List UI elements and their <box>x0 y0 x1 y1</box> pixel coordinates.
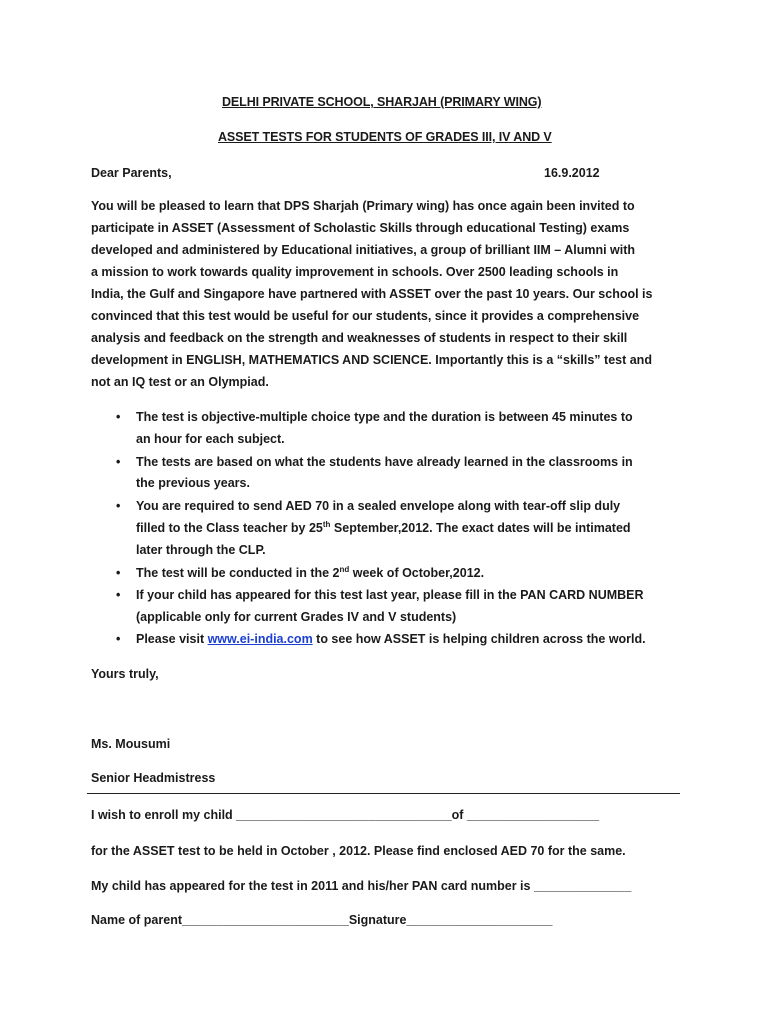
bullet-item-text: You are required to send AED 70 in a sealed envelope along with tear-off slip duly <box>136 499 621 513</box>
parent-signature-line: Name of parent________________________Signature_____________________ <box>91 913 553 927</box>
signatory-title: Senior Headmistress <box>91 771 216 785</box>
paragraph-line: convinced that this test would be useful for our students, since it provides a comprehensive <box>91 309 640 323</box>
paragraph-line: developed and administered by Educational initiatives, a group of brilliant IIM – Alumni with <box>91 243 636 257</box>
pan-card-line: My child has appeared for the test in 2011 and his/her PAN card number is ______________ <box>91 879 632 893</box>
bullet-item-text: the previous years. <box>136 476 250 490</box>
bullet-item-text: an hour for each subject. <box>136 432 285 446</box>
bullet-item-text: (applicable only for current Grades IV and V students) <box>136 610 457 624</box>
paragraph-line: a mission to work towards quality improvement in schools. Over 2500 leading schools in <box>91 265 619 279</box>
paragraph-line: participate in ASSET (Assessment of Scholastic Skills through educational Testing) exams <box>91 221 630 235</box>
paragraph-line: analysis and feedback on the strength and weaknesses of students in respect to their skill <box>91 331 628 345</box>
paragraph-line: You will be pleased to learn that DPS Sharjah (Primary wing) has once again been invited to <box>91 199 635 213</box>
bullet-item-text <box>136 632 646 646</box>
bullet-text-part: September,2012. The exact dates will be intimated <box>330 521 631 535</box>
bullet-text-part: filled to the Class teacher by 25 <box>136 521 323 535</box>
bullet-icon: • <box>116 499 121 513</box>
bullet-item-text: The test is objective-multiple choice type and the duration is between 45 minutes to <box>136 410 633 424</box>
bullet-item-text <box>136 566 484 580</box>
paragraph-line: development in ENGLISH, MATHEMATICS AND SCIENCE. Importantly this is a “skills” test and <box>91 353 652 367</box>
bullet-item-text: The tests are based on what the students have already learned in the classrooms in <box>136 455 633 469</box>
test-held-line: for the ASSET test to be held in October , 2012. Please find enclosed AED 70 for the same. <box>91 844 626 858</box>
bullet-text-part: to see how ASSET is helping children across the world. <box>312 632 646 646</box>
salutation: Dear Parents, <box>91 166 172 180</box>
bullet-item-text <box>136 521 631 535</box>
bullet-icon: • <box>116 455 121 469</box>
ei-india-link[interactable]: www.ei-india.com <box>207 632 313 646</box>
bullet-text-part: week of October,2012. <box>349 566 485 580</box>
bullet-text-part: Please visit <box>136 632 208 646</box>
paragraph-line: not an IQ test or an Olympiad. <box>91 375 269 389</box>
school-name-heading: DELHI PRIVATE SCHOOL, SHARJAH (PRIMARY WING) <box>222 95 542 109</box>
ordinal-suffix: nd <box>339 565 350 574</box>
ordinal-suffix: th <box>322 520 331 529</box>
bullet-icon: • <box>116 588 121 602</box>
paragraph-line: India, the Gulf and Singapore have partnered with ASSET over the past 10 years. Our school is <box>91 287 653 301</box>
letter-date: 16.9.2012 <box>544 166 600 180</box>
closing-text: Yours truly, <box>91 667 159 681</box>
bullet-item-text: later through the CLP. <box>136 543 266 557</box>
bullet-item-text: If your child has appeared for this test last year, please fill in the PAN CARD NUMBER <box>136 588 644 602</box>
signatory-name: Ms. Mousumi <box>91 737 171 751</box>
tear-off-divider <box>87 793 680 794</box>
bullet-icon: • <box>116 410 121 424</box>
bullet-text-part: The test will be conducted in the 2 <box>136 566 340 580</box>
bullet-icon: • <box>116 632 121 646</box>
bullet-icon: • <box>116 566 121 580</box>
enroll-line: I wish to enroll my child _______________________________of ___________________ <box>91 808 600 822</box>
letter-subject-heading: ASSET TESTS FOR STUDENTS OF GRADES III, IV AND V <box>218 130 552 144</box>
